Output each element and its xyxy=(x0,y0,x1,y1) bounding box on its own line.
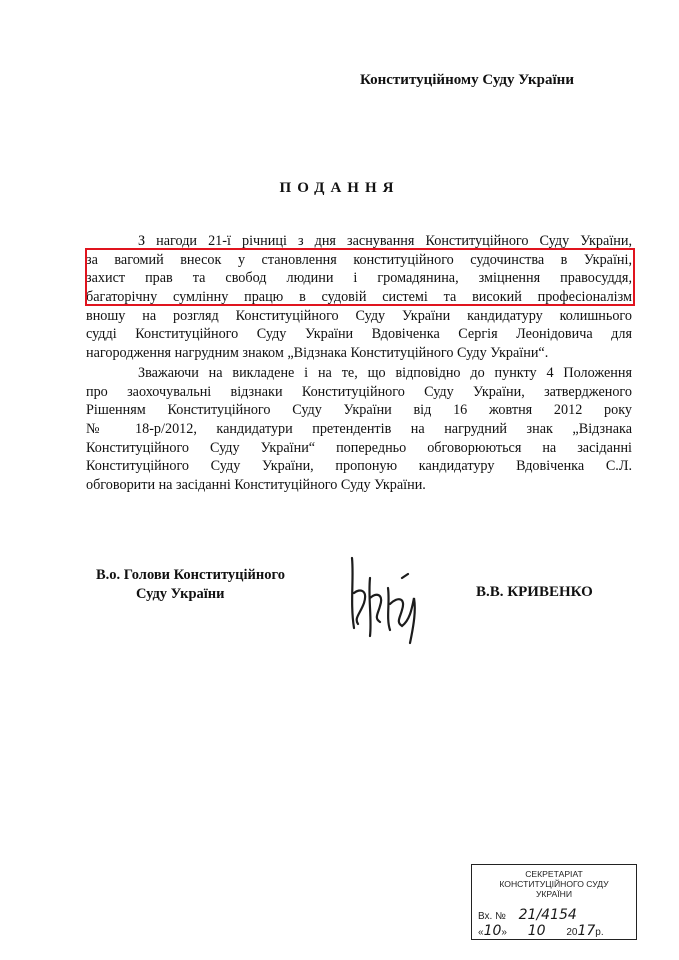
signatory-position-line: В.о. Голови Конституційного xyxy=(96,567,285,583)
stamp-reg-number: 21/4154 xyxy=(518,907,577,923)
highlight-box xyxy=(85,248,635,306)
paragraph-1-line: захист прав та свобод людини і громадянина, зміцнення правосуддя, xyxy=(86,270,632,287)
paragraph-1-line: З нагоди 21-ї річниці з дня заснування Конституційного Суду України, xyxy=(138,233,632,249)
paragraph-1-line: за вагомий внесок у становлення конституційного судочинства в Україні, xyxy=(86,251,632,268)
stamp-year-suffix: 17 xyxy=(577,923,596,939)
stamp-day: 10 xyxy=(483,923,502,939)
stamp-year-unit: р. xyxy=(595,927,604,938)
paragraph-2-line: Конституційного Суду України, пропоную кандидатуру Вдовіченка С.Л. xyxy=(86,458,632,475)
paragraph-2-line: обговорити на засіданні Конституційного Суду України. xyxy=(86,477,426,494)
paragraph-2 xyxy=(86,364,632,495)
document-title: ПОДАННЯ xyxy=(279,180,400,196)
addressee: Конституційному Суду України xyxy=(360,72,574,88)
paragraph-1-line: вношу на розгляд Конституційного Суду України кандидатуру колишнього xyxy=(86,307,632,324)
stamp-line: СЕКРЕТАРІАТ xyxy=(525,869,583,879)
paragraph-2-line: Рішенням Конституційного Суду України від 16 жовтня 2012 року xyxy=(86,402,632,419)
signatory-position-line: Суду України xyxy=(136,586,225,602)
registration-stamp xyxy=(471,864,637,940)
handwritten-signature xyxy=(340,548,440,648)
stamp-date: «10» 10 2017р. xyxy=(478,923,604,939)
stamp-registration xyxy=(478,907,577,923)
signatory-position xyxy=(96,566,285,604)
paragraph-2-line: Конституційного Суду України“ попередньо обговорюються на засіданні xyxy=(86,439,632,456)
paragraph-1-line: нагородження нагрудним знаком „Відзнака Конституційного Суду України“. xyxy=(86,345,549,362)
paragraph-2-line: про заохочувальні відзнаки Конституційного Суду України, затвердженого xyxy=(86,383,632,400)
stamp-line: УКРАЇНИ xyxy=(535,889,573,899)
stamp-line: КОНСТИТУЦІЙНОГО СУДУ xyxy=(499,879,609,889)
stamp-reg-label: Вх. № xyxy=(478,911,506,922)
paragraph-2-line: № 18-р/2012, кандидатури претендентів на нагрудний знак „Відзнака xyxy=(86,421,632,438)
signatory-name: В.В. КРИВЕНКО xyxy=(476,584,593,600)
paragraph-1-line: судді Конституційного Суду України Вдовіченка Сергія Леонідовича для xyxy=(86,326,632,343)
stamp-month: 10 xyxy=(527,923,546,939)
paragraph-2-line: Зважаючи на викладене і на те, що відповідно до пункту 4 Положення xyxy=(138,365,632,381)
paragraph-1-line: багаторічну сумлінну працю в судовій системі та високий професіоналізм xyxy=(86,289,632,306)
stamp-year-prefix: 20 xyxy=(566,927,578,938)
